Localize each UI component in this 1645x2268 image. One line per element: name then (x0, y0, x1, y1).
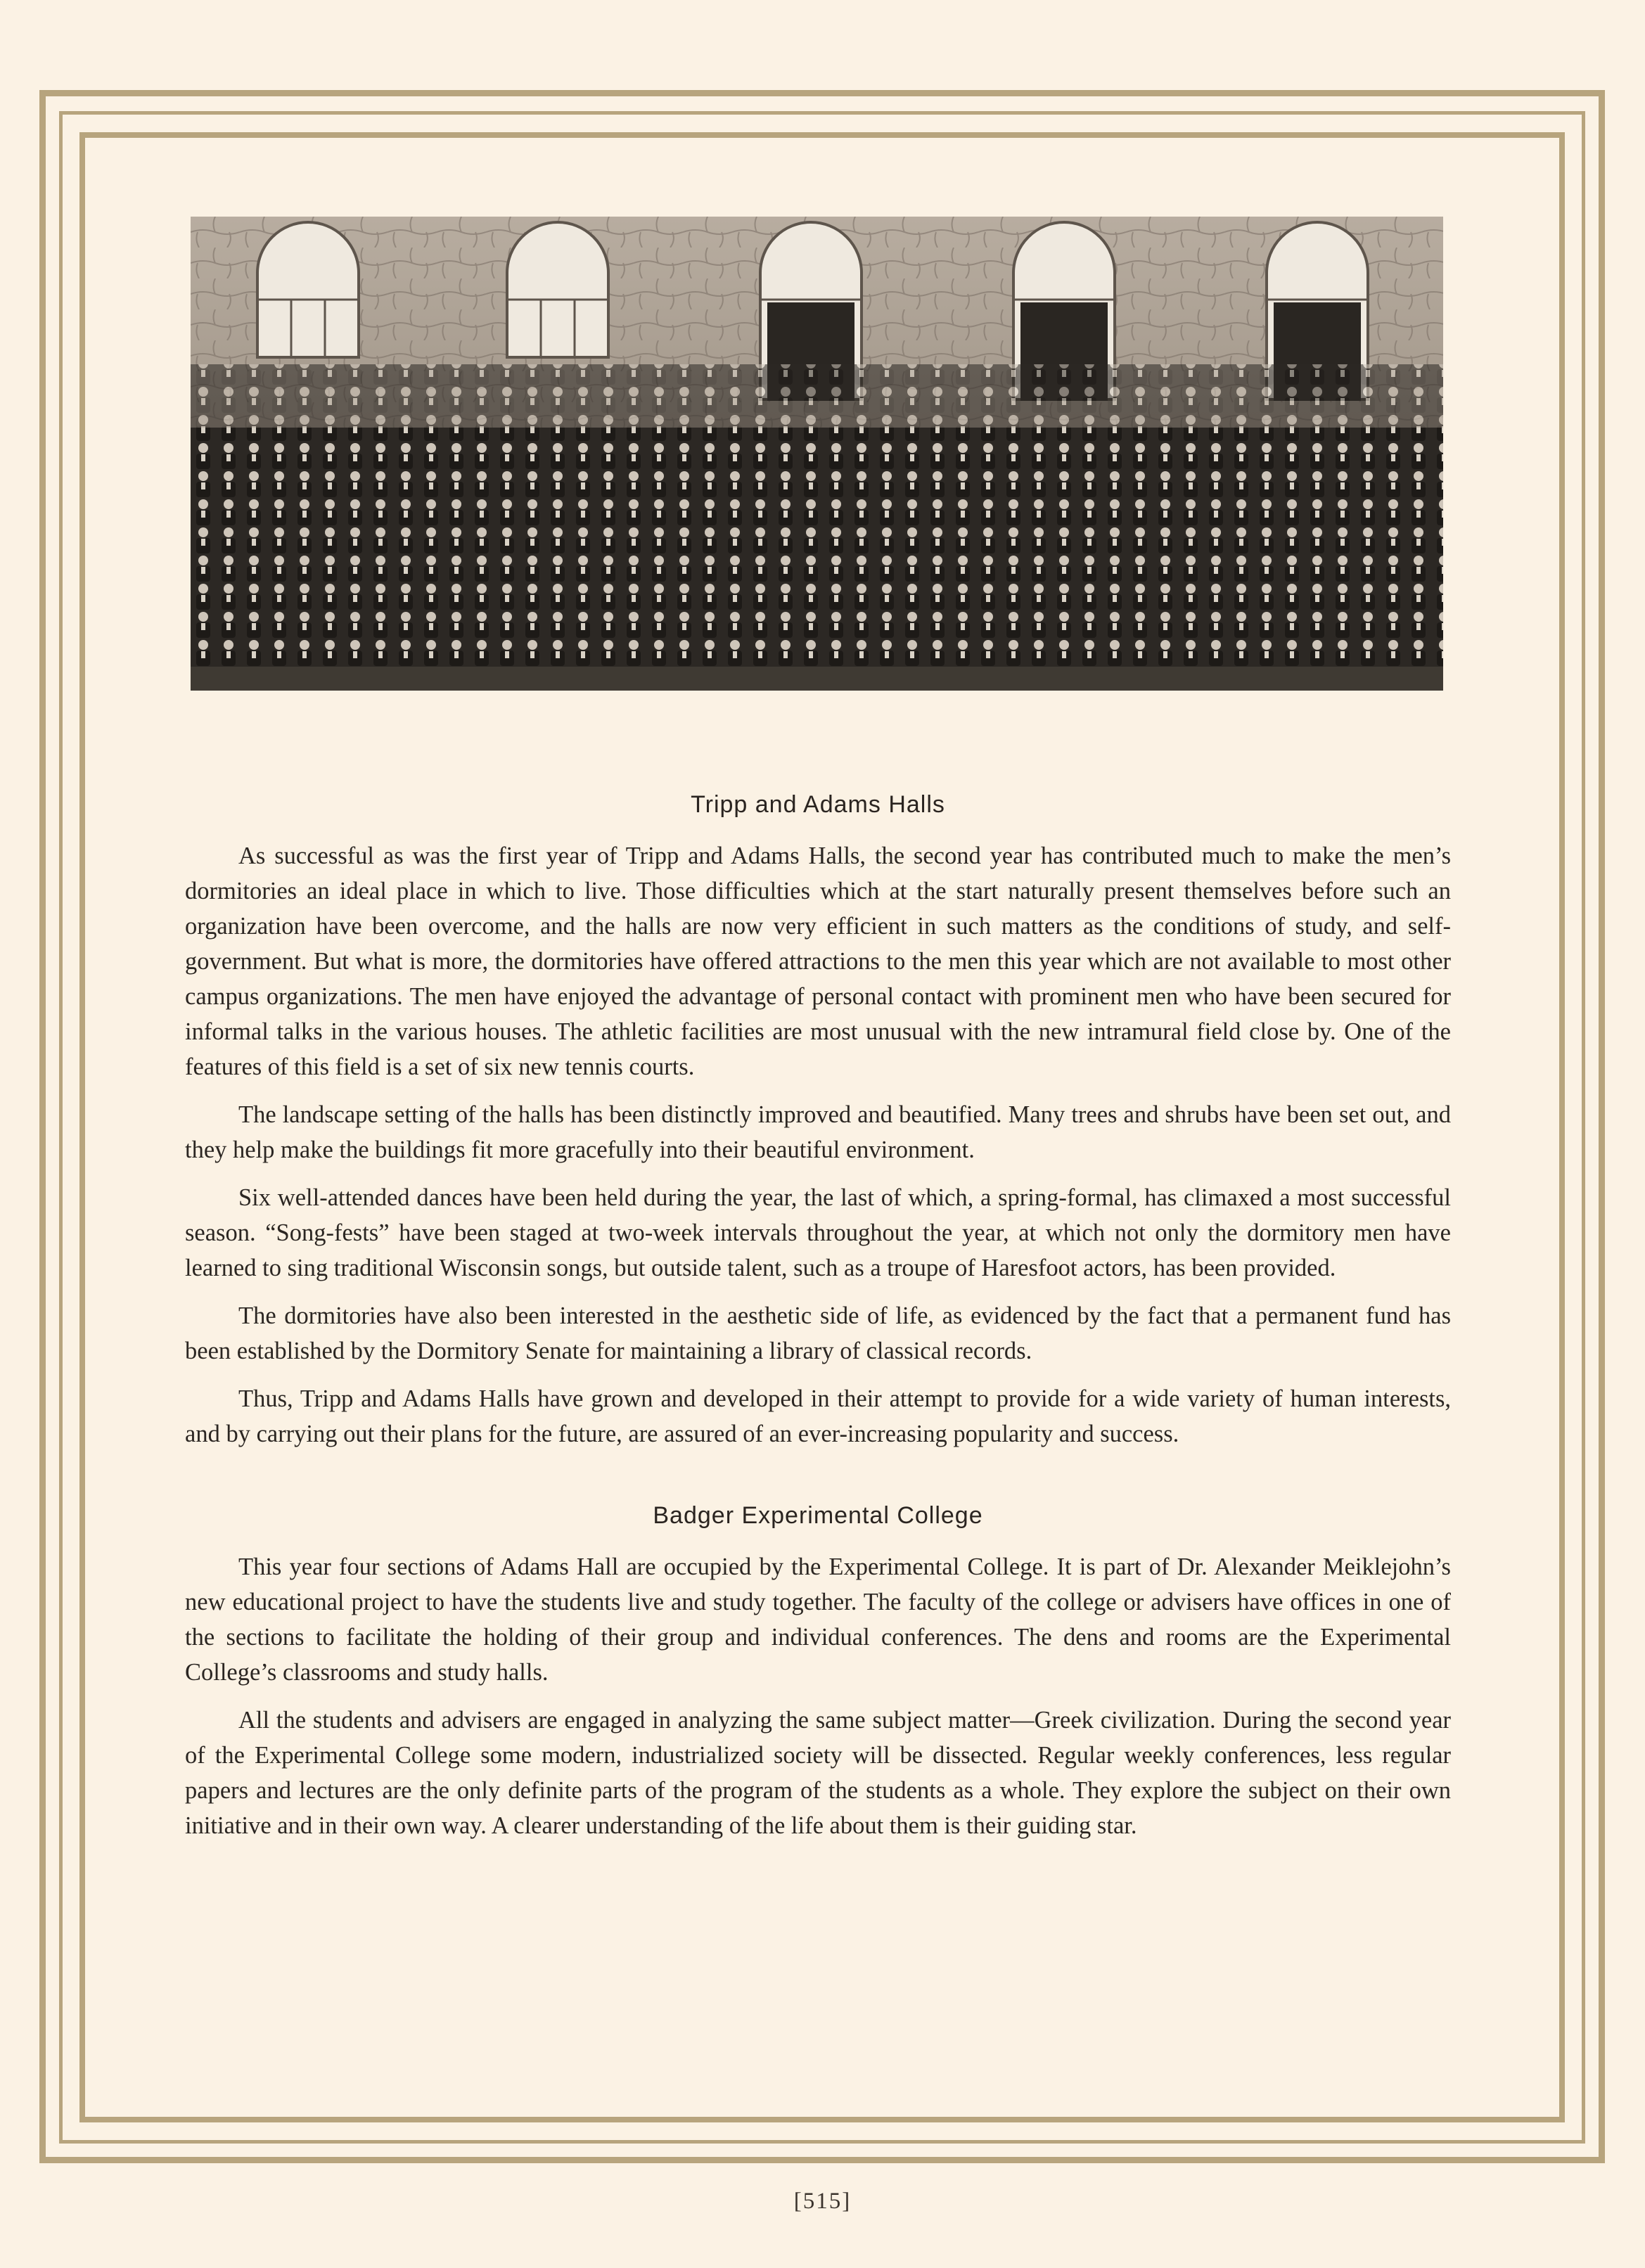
group-photo-icon (191, 217, 1443, 691)
article-body (185, 791, 1451, 1856)
section-title-tripp-adams: Tripp and Adams Halls (691, 791, 945, 818)
section-title-experimental-college: Badger Experimental College (653, 1502, 983, 1529)
paragraph: The landscape setting of the halls has been distinctly improved and beautified. Many trees and shrubs have been set out, and they help make the buildings fit more gracefully into their beautiful environment. (185, 1101, 1451, 1163)
page-number: [515] (793, 2189, 852, 2214)
paragraph: All the students and advisers are engaged in analyzing the same subject matter—Greek civilization. During the second year of the Experimental College some modern, industrialized society will be dissected. Regular weekly conferences, less regular papers and lectures are the only definite parts of the program of the students as a whole. They explore the subject on their own initiative and in their own way. A clearer understanding of the life about them is their guiding star. (185, 1707, 1451, 1839)
paragraph: This year four sections of Adams Hall are occupied by the Experimental College. It is part of Dr. Alexander Meiklejohn’s new educational project to have the students live and study together. The faculty of the college or advisers have offices in one of the sections to facilitate the holding of their group and individual conferences. The dens and rooms are the Experimental College’s classrooms and study halls. (185, 1553, 1451, 1686)
paragraph: Thus, Tripp and Adams Halls have grown and developed in their attempt to provide for a wide variety of human interests, and by carrying out their plans for the future, are assured of an ever-increasing popularity and success. (185, 1385, 1451, 1447)
group-photo (191, 217, 1443, 691)
paragraph: The dormitories have also been interested in the aesthetic side of life, as evidenced by the fact that a permanent fund has been established by the Dormitory Senate for maintaining a library of classical records. (185, 1302, 1451, 1364)
paragraph: Six well-attended dances have been held during the year, the last of which, a spring-formal, has climaxed a most successful season. “Song-fests” have been staged at two-week intervals throughout the year, at which not only the dormitory men have learned to sing traditional Wisconsin songs, but outside talent, such as a troupe of Haresfoot actors, has been provided. (185, 1184, 1451, 1281)
paragraph: As successful as was the first year of Tripp and Adams Halls, the second year has contributed much to make the men’s dormitories an ideal place in which to live. Those difficulties which at the start naturally present themselves before such an organization have been overcome, and the halls are now very efficient in such matters as the conditions of study, and self-government. But what is more, the dormitories have offered attractions to the men this year which are not available to most other campus organizations. The men have enjoyed the advantage of personal contact with prominent men who have been secured for informal talks in the various houses. The athletic facilities are most unusual with the new intramural field close by. One of the features of this field is a set of six new tennis courts. (185, 843, 1451, 1080)
